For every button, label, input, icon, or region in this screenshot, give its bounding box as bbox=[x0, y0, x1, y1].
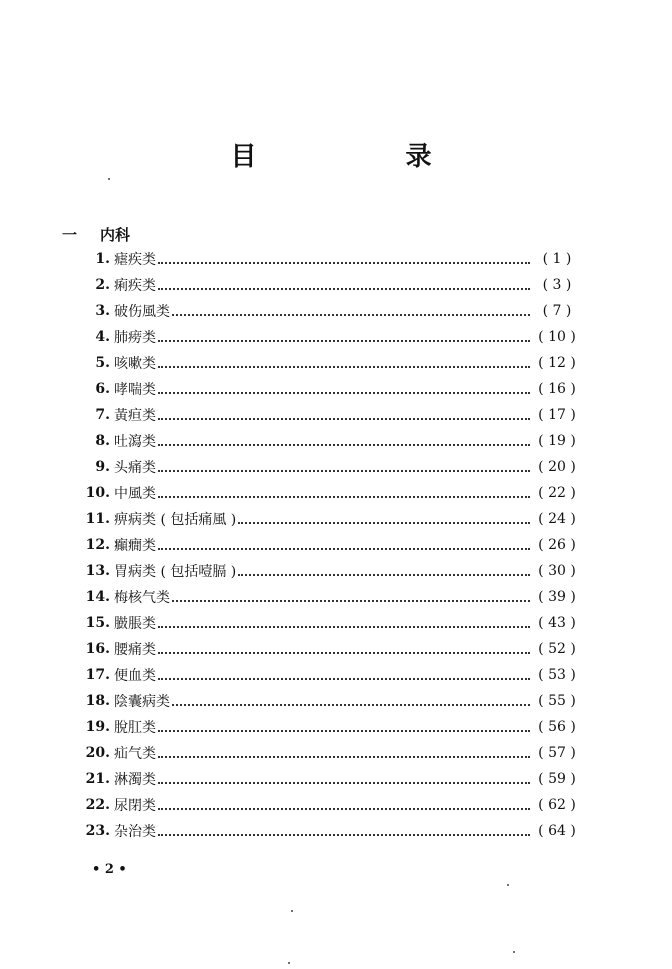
dot-leader bbox=[158, 820, 530, 836]
toc-entry bbox=[62, 272, 582, 298]
toc-entry-label: 咳嗽类 bbox=[114, 356, 156, 372]
toc-entry bbox=[62, 428, 582, 454]
toc-entry-page: ( 10 ) bbox=[538, 329, 576, 345]
toc-entry-page: ( 62 ) bbox=[538, 797, 576, 813]
toc-entry-number: 21. bbox=[85, 771, 110, 787]
toc-entry-page: ( 55 ) bbox=[538, 693, 576, 709]
toc-entry-label: 癲癇类 bbox=[114, 538, 156, 554]
toc-entry bbox=[62, 558, 582, 584]
toc-entry-page: ( 7 ) bbox=[542, 303, 572, 319]
page-number: • 2 • bbox=[92, 862, 127, 877]
toc-entry-label: 腰痛类 bbox=[114, 642, 156, 658]
toc-entry-number: 7. bbox=[95, 407, 110, 423]
toc-entry-label: 疝气类 bbox=[114, 746, 156, 762]
toc-entry bbox=[62, 818, 582, 844]
toc-entry-number: 1. bbox=[95, 251, 110, 267]
dot-leader bbox=[158, 248, 530, 264]
toc-entry-page: ( 52 ) bbox=[538, 641, 576, 657]
toc-entry-label: 头痛类 bbox=[114, 460, 156, 476]
toc-entry-page: ( 53 ) bbox=[538, 667, 576, 683]
toc-entry-label: 便血类 bbox=[114, 668, 156, 684]
toc-entry-label: 淋濁类 bbox=[114, 772, 156, 788]
dot-leader bbox=[158, 326, 530, 342]
dot-leader bbox=[158, 352, 530, 368]
toc-entry-page: ( 17 ) bbox=[538, 407, 576, 423]
toc-entry-page: ( 22 ) bbox=[538, 485, 576, 501]
toc-entry-number: 19. bbox=[85, 719, 110, 735]
toc-entry-number: 23. bbox=[85, 823, 110, 839]
toc-entry-number: 14. bbox=[85, 589, 110, 605]
toc-entry-number: 18. bbox=[85, 693, 110, 709]
toc-entry-number: 11. bbox=[85, 511, 110, 527]
toc-entry-label: 肺痨类 bbox=[114, 330, 156, 346]
toc-entry bbox=[62, 766, 582, 792]
toc-entry-page: ( 57 ) bbox=[538, 745, 576, 761]
toc-entry bbox=[62, 688, 582, 714]
dot-leader bbox=[158, 664, 530, 680]
section-number: 一 bbox=[62, 226, 78, 244]
dot-leader bbox=[158, 430, 530, 446]
dot-leader bbox=[172, 690, 530, 706]
scan-speck bbox=[507, 884, 509, 886]
toc-entry bbox=[62, 636, 582, 662]
toc-entry bbox=[62, 584, 582, 610]
toc-entry-page: ( 12 ) bbox=[538, 355, 576, 371]
dot-leader bbox=[158, 638, 530, 654]
toc-entry bbox=[62, 246, 582, 272]
toc-entry-label: 梅核气类 bbox=[114, 590, 170, 606]
toc-entry-page: ( 43 ) bbox=[538, 615, 576, 631]
toc-entry bbox=[62, 532, 582, 558]
toc-entry-number: 8. bbox=[95, 433, 110, 449]
dot-leader bbox=[158, 404, 530, 420]
dot-leader bbox=[238, 508, 530, 524]
toc-entry-label: 中風类 bbox=[114, 486, 156, 502]
toc-entry-label: 痢疾类 bbox=[114, 278, 156, 294]
toc-entry-label: 杂治类 bbox=[114, 824, 156, 840]
dot-leader bbox=[172, 586, 530, 602]
toc-entry-number: 3. bbox=[95, 303, 110, 319]
toc-entry-label: 脫肛类 bbox=[114, 720, 156, 736]
toc-entry bbox=[62, 376, 582, 402]
toc-entry-number: 6. bbox=[95, 381, 110, 397]
toc-entry-label: 痹病类 ( 包括痛風 ) bbox=[114, 512, 237, 528]
dot-leader bbox=[158, 456, 530, 472]
toc-entry-label: 胃病类 ( 包括噎膈 ) bbox=[114, 564, 237, 580]
dot-leader bbox=[158, 378, 530, 394]
dot-leader bbox=[158, 612, 530, 628]
dot-leader bbox=[158, 716, 530, 732]
toc-entry-page: ( 59 ) bbox=[538, 771, 576, 787]
scan-speck bbox=[108, 178, 110, 180]
toc-entry bbox=[62, 402, 582, 428]
toc-entry-page: ( 1 ) bbox=[542, 251, 572, 267]
toc-entry-label: 吐瀉类 bbox=[114, 434, 156, 450]
toc-entry-number: 9. bbox=[95, 459, 110, 475]
section-label: 内科 bbox=[100, 226, 131, 244]
toc-entry bbox=[62, 506, 582, 532]
dot-leader bbox=[158, 534, 530, 550]
toc-entry-page: ( 39 ) bbox=[538, 589, 576, 605]
dot-leader bbox=[158, 794, 530, 810]
toc-entry-page: ( 64 ) bbox=[538, 823, 576, 839]
scan-speck bbox=[513, 951, 515, 953]
toc-entry-number: 22. bbox=[85, 797, 110, 813]
toc-entry-page: ( 26 ) bbox=[538, 537, 576, 553]
toc-entry-number: 20. bbox=[85, 745, 110, 761]
dot-leader bbox=[158, 768, 530, 784]
toc-entry-label: 黃疸类 bbox=[114, 408, 156, 424]
scan-speck bbox=[291, 910, 293, 912]
toc-entry-page: ( 20 ) bbox=[538, 459, 576, 475]
toc-entry-number: 12. bbox=[85, 537, 110, 553]
toc-entry bbox=[62, 454, 582, 480]
toc-entry-label: 陰囊病类 bbox=[114, 694, 170, 710]
toc-entry-label: 破伤風类 bbox=[114, 304, 170, 320]
dot-leader bbox=[158, 742, 530, 758]
toc-entry-number: 16. bbox=[85, 641, 110, 657]
toc-entry-number: 2. bbox=[95, 277, 110, 293]
toc-entry-number: 13. bbox=[85, 563, 110, 579]
toc-entry bbox=[62, 714, 582, 740]
toc-entry bbox=[62, 298, 582, 324]
dot-leader bbox=[158, 274, 530, 290]
toc-entry-page: ( 56 ) bbox=[538, 719, 576, 735]
toc-entry-page: ( 3 ) bbox=[542, 277, 572, 293]
toc-entry bbox=[62, 740, 582, 766]
page-title: 目 录 bbox=[230, 142, 502, 172]
toc-entry-page: ( 30 ) bbox=[538, 563, 576, 579]
toc-entry-number: 17. bbox=[85, 667, 110, 683]
toc-entry-label: 瘧疾类 bbox=[114, 252, 156, 268]
toc-entry-number: 5. bbox=[95, 355, 110, 371]
toc-entry-page: ( 19 ) bbox=[538, 433, 576, 449]
toc-entry bbox=[62, 662, 582, 688]
table-of-contents bbox=[62, 246, 582, 844]
toc-entry bbox=[62, 324, 582, 350]
dot-leader bbox=[172, 300, 530, 316]
dot-leader bbox=[238, 560, 530, 576]
toc-entry-label: 哮喘类 bbox=[114, 382, 156, 398]
scan-speck bbox=[288, 962, 290, 964]
toc-entry-page: ( 16 ) bbox=[538, 381, 576, 397]
toc-entry-label: 尿閉类 bbox=[114, 798, 156, 814]
toc-entry-page: ( 24 ) bbox=[538, 511, 576, 527]
toc-entry bbox=[62, 350, 582, 376]
toc-entry-number: 10. bbox=[85, 485, 110, 501]
toc-entry-number: 15. bbox=[85, 615, 110, 631]
section-heading bbox=[62, 224, 130, 245]
dot-leader bbox=[158, 482, 530, 498]
toc-entry-label: 臌脹类 bbox=[114, 616, 156, 632]
toc-entry-number: 4. bbox=[95, 329, 110, 345]
toc-entry bbox=[62, 792, 582, 818]
toc-entry bbox=[62, 610, 582, 636]
toc-entry bbox=[62, 480, 582, 506]
